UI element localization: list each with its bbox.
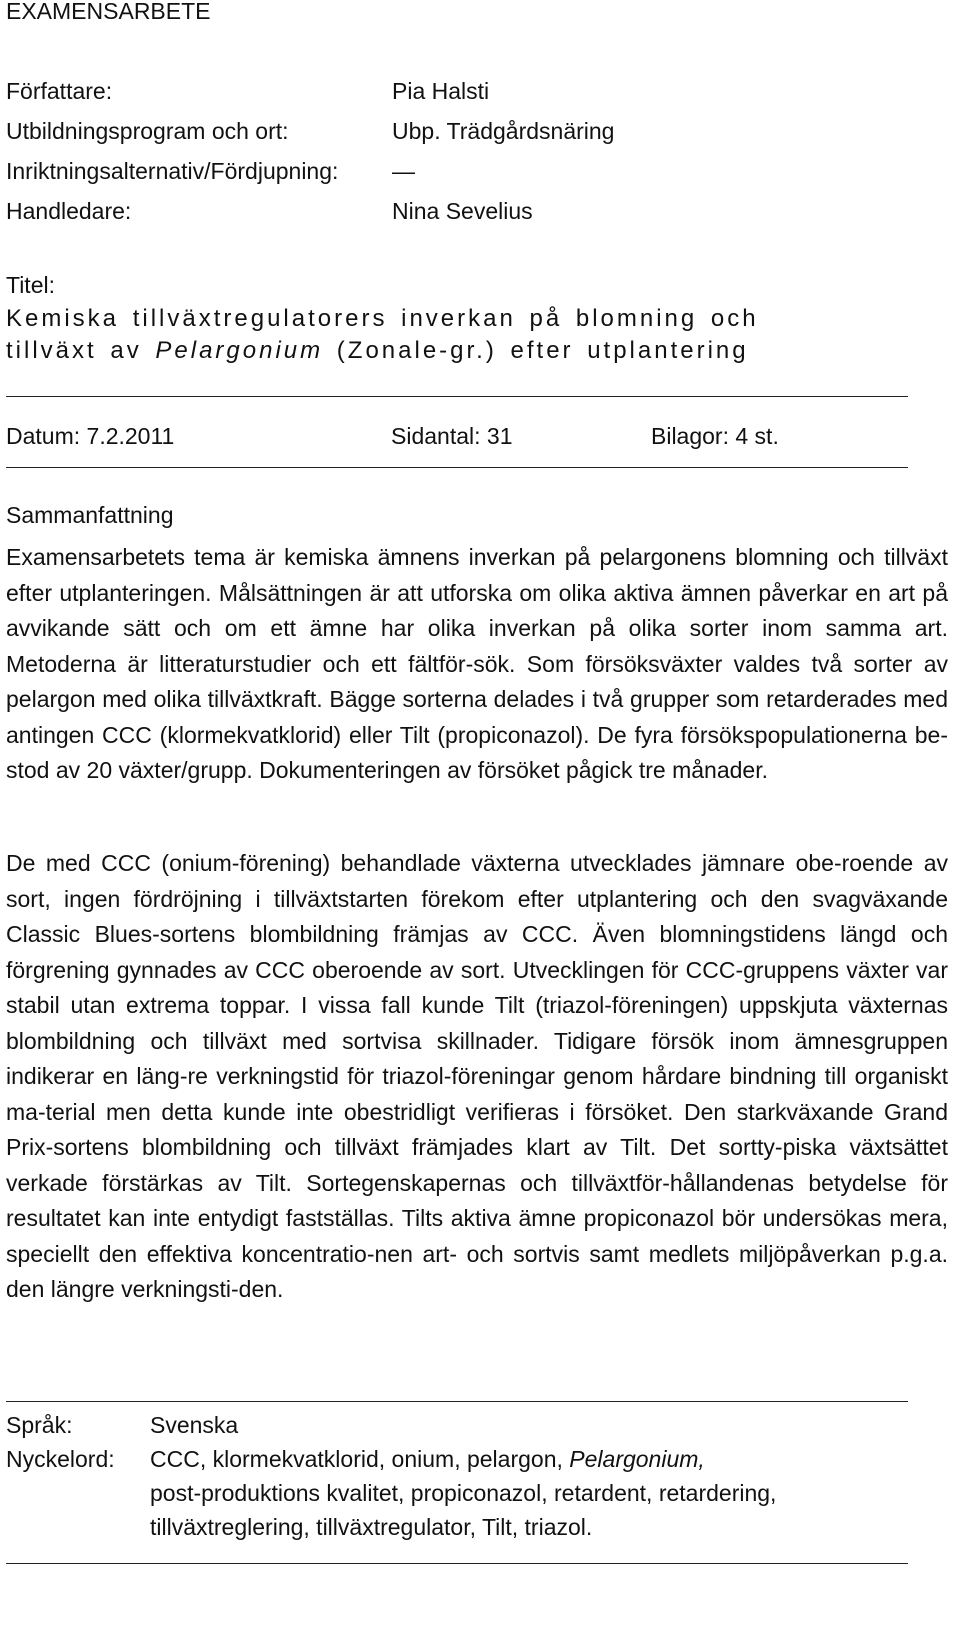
- language-value: Svenska: [150, 1412, 239, 1438]
- title-label: Titel:: [6, 272, 55, 298]
- program-value: Ubp. Trädgårdsnäring: [392, 118, 615, 144]
- author-value: Pia Halsti: [392, 78, 490, 104]
- title-line-1: Kemiska tillväxtregulatorers inverkan på blomning och: [6, 305, 759, 332]
- program-label: Utbildningsprogram och ort:: [6, 118, 289, 144]
- page-count-field: Sidantal: 31: [391, 423, 513, 449]
- divider-bottom: [6, 1563, 908, 1564]
- title-line-2: [6, 337, 749, 365]
- document-type: EXAMENSARBETE: [6, 0, 211, 24]
- keywords-line-1: [150, 1446, 705, 1473]
- supervisor-value: Nina Sevelius: [392, 198, 533, 224]
- supervisor-label: Handledare:: [6, 198, 132, 224]
- divider-top: [6, 396, 908, 397]
- keywords-line-3: tillväxtreglering, tillväxtregulator, Tilt, triazol.: [150, 1514, 593, 1540]
- keywords-line-2: post-produktions kvalitet, propiconazol, retardent, retardering,: [150, 1480, 777, 1506]
- language-label: Språk:: [6, 1412, 73, 1438]
- summary-paragraph-2: De med CCC (onium-förening) behandlade växterna utvecklades jämnare obe-roende av sort, ingen fördröjning i tillväxtstarten förekom efter utplantering och den svagväxande Classic Blues-sortens blombildning främjas av CCC. Även blomningstidens längd och förgrening gynnades av CCC oberoende av sort. Utvecklingen för CCC-gruppens växter var stabil utan extrema toppar. I vissa fall kunde Tilt (triazol-föreningen) uppskjuta växternas blombildning och tillväxt med sortvisa skillnader. Tidigare försök inom ämnesgruppen indikerar en läng-re verkningstid för triazol-föreningar genom hårdare bindning till organiskt ma-terial men detta kunde inte obestridligt verifieras i försöket. Den starkväxande Grand Prix-sortens blombildning och tillväxt främjades klart av Tilt. Det sortty-piska växtsättet verkade förstärkas av Tilt. Sortegenskapernas och tillväxtför-hållandenas betydelse för resultatet kan inte entydigt fastställas. Tilts aktiva ämne propiconazol bör undersökas mera, speciellt den effektiva koncentratio-nen art- och sortvis samt medlets miljöpåverkan p.g.a. den längre verkningsti-den.: [6, 850, 948, 1302]
- specialization-label: Inriktningsalternativ/Fördjupning:: [6, 158, 339, 184]
- keywords-species-name: Pelargonium,: [569, 1446, 705, 1472]
- divider-summary: [6, 1401, 908, 1402]
- summary-paragraph-1: Examensarbetets tema är kemiska ämnens inverkan på pelargonens blomning och tillväxt efter utplanteringen. Målsättningen är att utforska om olika aktiva ämnen påverkar en art på avvikande sätt och om ett ämne har olika inverkan på olika sorter inom samma art. Metoderna är litteraturstudier och ett fältför-sök. Som försöksväxter valdes två sorter av pelargon med olika tillväxtkraft. Bägge sorterna delades i två grupper som retarderades med antingen CCC (klormekvatklorid) eller Tilt (propiconazol). De fyra försökspopulationerna be-stod av 20 växter/grupp. Dokumenteringen av försöket pågick tre månader.: [6, 544, 948, 783]
- author-label: Författare:: [6, 78, 113, 104]
- title-species-name: Pelargonium: [155, 337, 324, 364]
- divider-info: [6, 467, 908, 468]
- keywords-label: Nyckelord:: [6, 1446, 115, 1472]
- title-line-2-end: (Zonale-gr.) efter utplantering: [323, 337, 749, 364]
- title-line-2-start: tillväxt av: [6, 337, 156, 364]
- attachments-field: Bilagor: 4 st.: [651, 423, 779, 449]
- summary-heading: Sammanfattning: [6, 502, 174, 528]
- keywords-line-1-text: CCC, klormekvatklorid, onium, pelargon,: [150, 1446, 570, 1472]
- specialization-value: —: [392, 158, 415, 184]
- date-field: Datum: 7.2.2011: [6, 423, 175, 449]
